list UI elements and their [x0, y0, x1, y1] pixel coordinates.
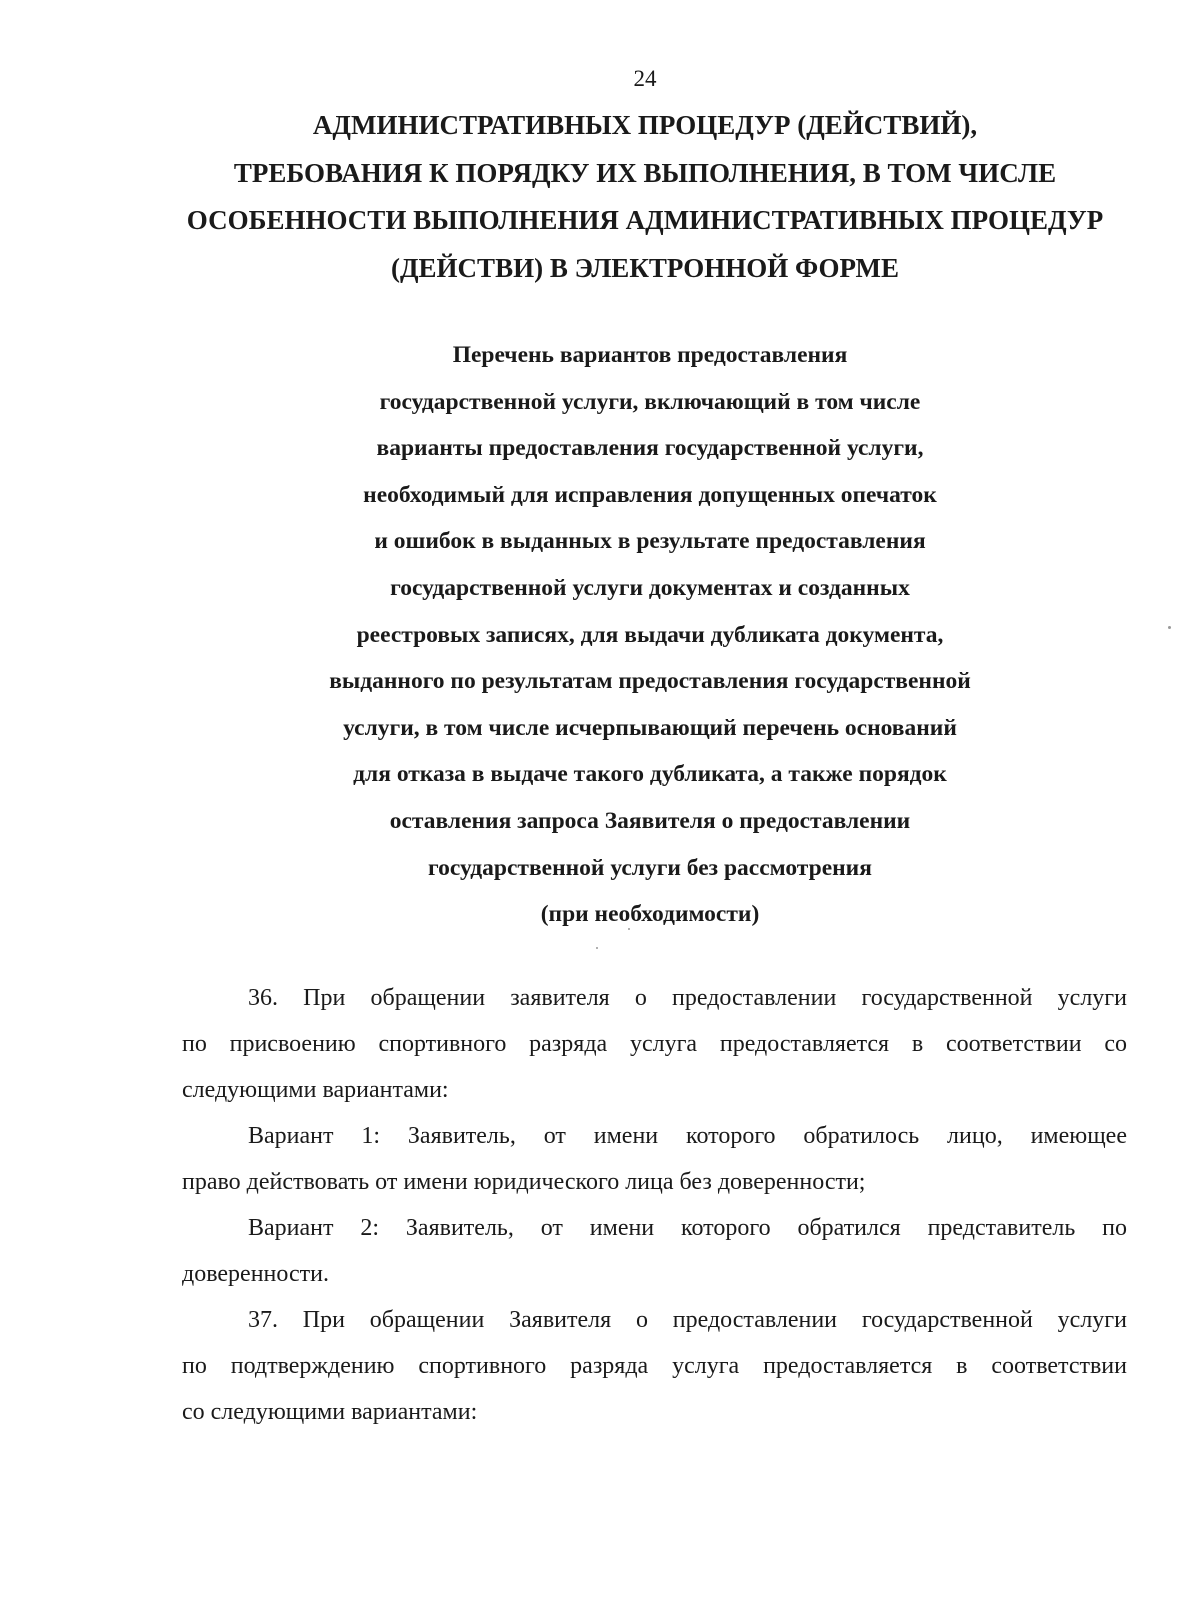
page-number: 24 — [633, 66, 657, 91]
subheading-line: для отказа в выдаче такого дубликата, а также порядок — [353, 761, 947, 788]
paragraph-line: по подтверждению спортивного разряда услуга предоставляется в соответствии — [182, 1353, 1127, 1379]
heading-line: ОСОБЕННОСТИ ВЫПОЛНЕНИЯ АДМИНИСТРАТИВНЫХ ПРОЦЕДУР — [186, 205, 1104, 235]
paragraph-line: право действовать от имени юридического лица без доверенности; — [182, 1169, 866, 1195]
body-text — [182, 975, 1127, 1435]
paragraph-line: следующими вариантами: — [182, 1077, 449, 1103]
paragraph-line: 37. При обращении Заявителя о предоставлении государственной услуги — [248, 1307, 1127, 1333]
subheading-line: (при необходимости) — [540, 901, 760, 928]
scan-speck — [1168, 626, 1171, 629]
subheading-line: необходимый для исправления допущенных опечаток — [363, 481, 937, 508]
paragraph-line: по присвоению спортивного разряда услуга предоставляется в соответствии со — [182, 1031, 1127, 1057]
subheading-line: государственной услуги без рассмотрения — [428, 854, 872, 881]
subheading-line: государственной услуги, включающий в том числе — [379, 388, 921, 415]
paragraph-37 — [182, 1297, 1127, 1435]
paragraph-line: доверенности. — [182, 1261, 329, 1287]
subheading-line: варианты предоставления государственной услуги, — [376, 435, 924, 462]
subheading-line: оставления запроса Заявителя о предоставлении — [389, 807, 911, 834]
subsection-heading — [260, 332, 1040, 938]
subheading-line: услуги, в том числе исчерпывающий перечень оснований — [343, 714, 957, 741]
scan-speck — [596, 947, 598, 949]
subheading-line: государственной услуги документах и созданных — [390, 574, 910, 601]
scan-speck — [628, 928, 630, 930]
subheading-line: Перечень вариантов предоставления — [452, 342, 848, 368]
subheading-line: и ошибок в выданных в результате предоставления — [374, 528, 926, 555]
paragraph-line: со следующими вариантами: — [182, 1399, 478, 1425]
paragraph-line: 36. При обращении заявителя о предоставлении государственной услуги — [248, 985, 1127, 1011]
subheading-line: выданного по результатам предоставления государственной — [329, 668, 971, 695]
paragraph-line: Вариант 1: Заявитель, от имени которого обратилось лицо, имеющее — [248, 1123, 1127, 1149]
subheading-line: реестровых записях, для выдачи дубликата документа, — [356, 621, 944, 648]
paragraph-variant-2 — [182, 1205, 1127, 1297]
heading-line: ТРЕБОВАНИЯ К ПОРЯДКУ ИХ ВЫПОЛНЕНИЯ, В ТОМ ЧИСЛЕ — [233, 157, 1057, 188]
heading-line: (ДЕЙСТВИ) В ЭЛЕКТРОННОЙ ФОРМЕ — [390, 252, 899, 283]
paragraph-variant-1 — [182, 1113, 1127, 1205]
section-heading — [150, 102, 1140, 292]
paragraph-36 — [182, 975, 1127, 1113]
paragraph-line: Вариант 2: Заявитель, от имени которого обратился представитель по — [248, 1215, 1127, 1241]
heading-line: АДМИНИСТРАТИВНЫХ ПРОЦЕДУР (ДЕЙСТВИЙ), — [312, 110, 978, 140]
